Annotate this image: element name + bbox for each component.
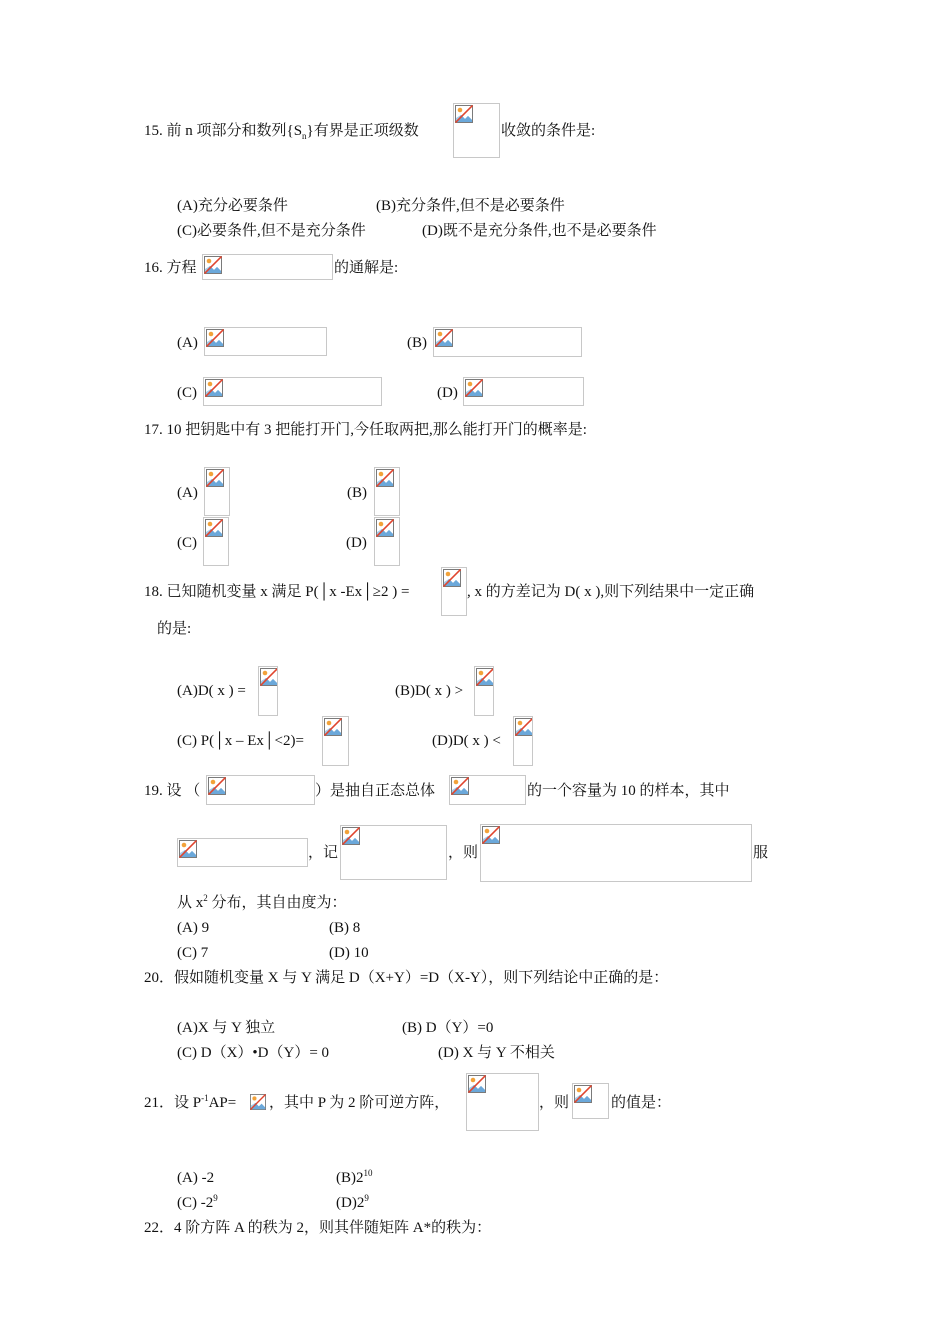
formula-image-placeholder — [322, 716, 349, 766]
question-19-line3: 从 $x^2$ 分布，其自由度为： — [177, 893, 347, 911]
question-15-stem: 15. 前 n 项部分和数列$\{S_n\}$有界是正项级数 — [144, 123, 419, 141]
formula-image-placeholder — [433, 327, 582, 357]
option-d: (D)D( x ) < — [432, 733, 501, 749]
broken-image-icon — [443, 569, 461, 587]
broken-image-icon — [206, 469, 224, 487]
broken-image-icon — [206, 329, 224, 347]
question-18-stem-end: 的是: — [157, 621, 192, 637]
formula-image-placeholder — [572, 1083, 609, 1119]
broken-image-icon — [476, 668, 494, 686]
broken-image-icon — [376, 469, 394, 487]
question-16-stem-end: 的通解是: — [334, 260, 399, 276]
broken-image-icon — [451, 777, 469, 795]
option-b: (B) D（Y）=0 — [402, 1020, 494, 1036]
formula-image-placeholder — [466, 1073, 539, 1131]
broken-image-icon — [205, 379, 223, 397]
option-c: (C) — [177, 535, 197, 551]
option-c: (C) $-2^9$ — [177, 1193, 218, 1211]
formula-image-placeholder — [258, 666, 278, 716]
question-17-stem: 17. 10 把钥匙中有 3 把能打开门,今任取两把,那么能打开门的概率是: — [144, 422, 587, 438]
formula-image-placeholder — [206, 775, 315, 805]
question-21-stem-cont2: ，则 — [539, 1095, 570, 1111]
option-d: (D) — [437, 385, 458, 401]
formula-image-placeholder — [463, 377, 584, 406]
broken-image-icon — [204, 256, 222, 274]
question-21-stem: 21．设 $P^{-1}AP=$ — [144, 1093, 237, 1111]
question-18-stem: 18. 已知随机变量 x 满足 P(│x -Ex│≥2 ) = — [144, 584, 410, 600]
formula-image-placeholder — [474, 666, 494, 716]
formula-image-placeholder — [203, 517, 229, 566]
question-21-stem-cont: ，其中 P 为 2 阶可逆方阵， — [269, 1095, 450, 1111]
option-d: (D) X 与 Y 不相关 — [438, 1045, 555, 1061]
option-c: (C) P(│x – Ex│<2)= — [177, 733, 304, 749]
broken-image-icon — [455, 105, 473, 123]
option-a: (A) — [177, 335, 198, 351]
question-19-line2-cont: ，则 — [448, 845, 479, 861]
formula-image-placeholder — [374, 517, 400, 566]
broken-image-icon — [465, 379, 483, 397]
question-19-line2-end: 服 — [753, 845, 769, 861]
broken-image-icon — [376, 519, 394, 537]
question-19-stem-cont: ）是抽自正态总体 — [315, 783, 436, 799]
formula-image-placeholder — [480, 824, 752, 882]
question-19-stem-end: 的一个容量为 10 的样本，其中 — [527, 783, 730, 799]
formula-image-placeholder — [453, 103, 500, 158]
formula-image-placeholder — [513, 716, 533, 766]
option-a: (A) 9 — [177, 920, 210, 936]
option-b: (B)D( x ) > — [395, 683, 464, 699]
option-a: (A)D( x ) = — [177, 683, 246, 699]
option-b: (B) 8 — [329, 920, 361, 936]
broken-image-icon — [179, 840, 197, 858]
question-22-stem: 22．4 阶方阵 A 的秩为 2，则其伴随矩阵 A*的秩为： — [144, 1220, 492, 1236]
broken-image-icon — [208, 777, 226, 795]
question-19-line2: ，记 — [308, 845, 339, 861]
option-d: $(D)2^9$ — [336, 1193, 369, 1211]
option-d: (D) — [346, 535, 367, 551]
question-16-stem: 16. 方程 — [144, 260, 197, 276]
option-a: (A)充分必要条件 — [177, 198, 288, 214]
broken-image-icon — [260, 668, 278, 686]
option-a: (A) — [177, 485, 198, 501]
question-20-stem: 20．假如随机变量 X 与 Y 满足 D（X+Y）=D（X-Y），则下列结论中正确的是： — [144, 970, 669, 986]
formula-image-placeholder — [449, 775, 526, 805]
broken-image-icon — [482, 826, 500, 844]
option-d: (D)既不是充分条件,也不是必要条件 — [422, 223, 657, 239]
broken-image-icon — [574, 1085, 592, 1103]
broken-image-icon — [342, 827, 360, 845]
question-15-stem-end: 收敛的条件是: — [501, 123, 596, 139]
broken-image-icon — [468, 1075, 486, 1093]
option-c: (C) 7 — [177, 945, 209, 961]
broken-image-icon — [205, 519, 223, 537]
option-b: (B) — [407, 335, 427, 351]
option-b: (B) — [347, 485, 367, 501]
option-d: (D) 10 — [329, 945, 369, 961]
broken-image-icon — [324, 718, 342, 736]
broken-image-icon — [515, 718, 533, 736]
formula-image-placeholder — [177, 838, 308, 867]
formula-image-placeholder — [202, 254, 333, 280]
question-18-stem-cont: , x 的方差记为 D( x ),则下列结果中一定正确 — [467, 584, 755, 600]
formula-image-placeholder — [204, 467, 230, 516]
formula-image-placeholder — [441, 567, 467, 616]
question-19-stem: 19. 设 （ — [144, 783, 201, 799]
option-b: $(B)2^{10}$ — [336, 1168, 373, 1186]
option-c: (C) — [177, 385, 197, 401]
broken-image-icon — [250, 1094, 266, 1110]
option-a: (A) -2 — [177, 1170, 215, 1186]
formula-image-placeholder — [203, 377, 382, 406]
option-a: (A)X 与 Y 独立 — [177, 1020, 276, 1036]
broken-image-icon — [435, 329, 453, 347]
formula-image-placeholder — [374, 467, 400, 516]
option-c: (C)必要条件,但不是充分条件 — [177, 223, 366, 239]
formula-image-placeholder — [340, 825, 447, 880]
option-b: (B)充分条件,但不是必要条件 — [376, 198, 565, 214]
formula-image-placeholder — [250, 1094, 268, 1112]
formula-image-placeholder — [204, 327, 327, 356]
question-21-stem-end: 的值是： — [611, 1095, 672, 1111]
option-c: (C) D（X）•D（Y）= 0 — [177, 1045, 330, 1061]
